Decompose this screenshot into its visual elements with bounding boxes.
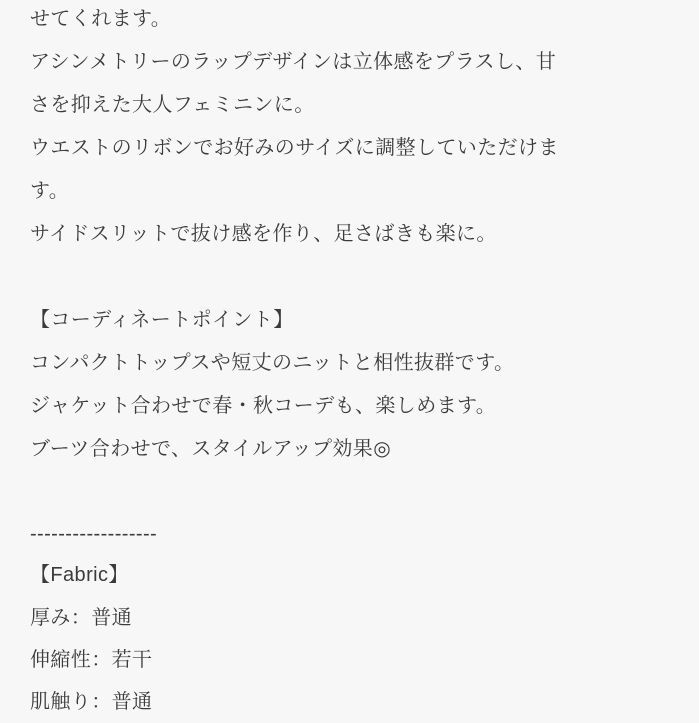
intro-line: サイドスリットで抜け感を作り、足さばきも楽に。: [30, 223, 497, 245]
section-spacer: [30, 256, 669, 299]
intro-line: す。: [30, 180, 70, 202]
fabric-line: 伸縮性：若干: [30, 649, 153, 671]
fabric-heading: 【Fabric】: [30, 564, 129, 586]
intro-line: せてくれます。: [30, 8, 172, 30]
intro-line: アシンメトリーのラップデザインは立体感をプラスし、甘: [30, 51, 557, 73]
coordinate-point-line: ジャケット合わせで春・秋コーデも、楽しめます。: [30, 395, 497, 417]
fabric-section: [30, 514, 669, 723]
section-spacer: [30, 471, 669, 514]
intro-paragraph: [30, 0, 669, 256]
coordinate-point-line: ブーツ合わせで、スタイルアップ効果◎: [30, 438, 392, 460]
section-divider: ------------------: [30, 523, 158, 545]
intro-line: さを抑えた大人フェミニンに。: [30, 94, 315, 116]
coordinate-point-section: [30, 299, 669, 471]
coordinate-point-heading: 【コーディネートポイント】: [30, 309, 294, 331]
coordinate-point-line: コンパクトトップスや短丈のニットと相性抜群です。: [30, 352, 515, 374]
fabric-line: 肌触り：普通: [30, 691, 153, 713]
fabric-line: 厚み：普通: [30, 607, 132, 629]
intro-line: ウエストのリボンでお好みのサイズに調整していただけま: [30, 137, 559, 159]
